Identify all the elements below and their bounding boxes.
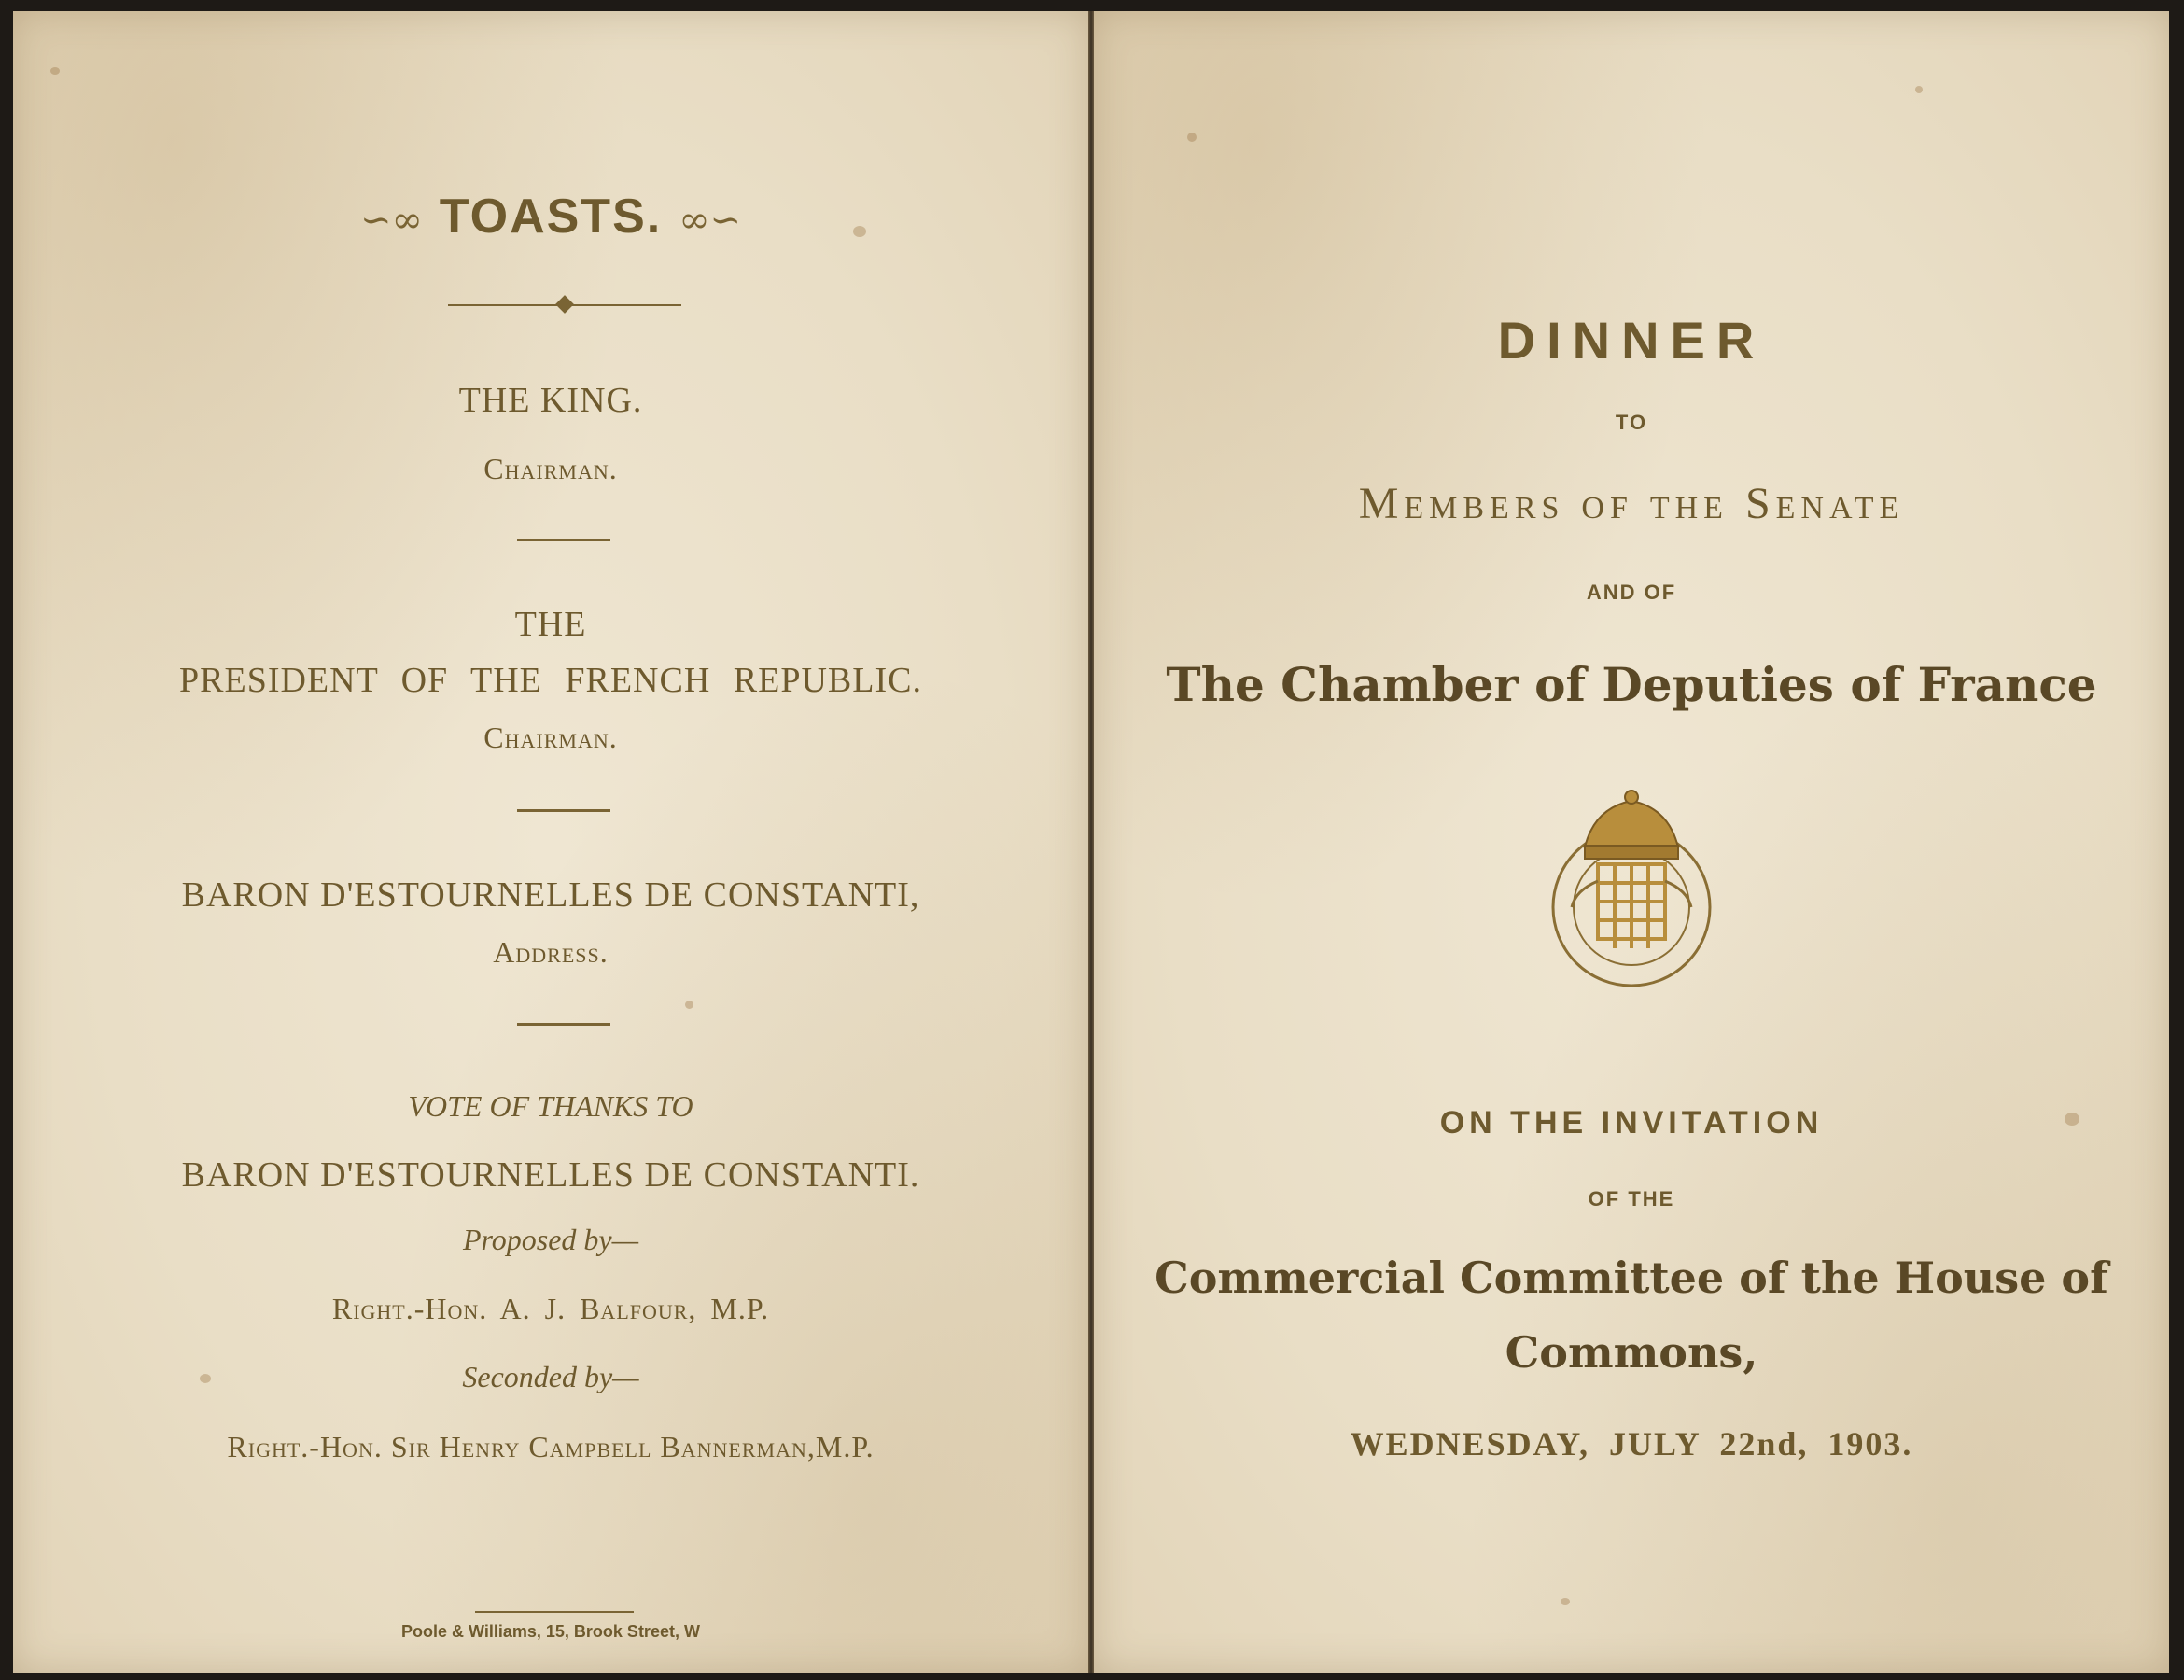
portcullis-crown-icon	[1538, 788, 1725, 993]
toasts-heading	[13, 189, 1088, 245]
divider	[517, 809, 610, 812]
senate-line: Members of the Senate	[1358, 479, 1905, 528]
stain	[685, 1001, 693, 1009]
proposer: Right.-Hon. A. J. Balfour, M.P.	[331, 1292, 770, 1325]
to-label: TO	[1615, 411, 1648, 434]
divider	[517, 1023, 610, 1026]
dinner-title: DINNER	[1497, 311, 1766, 370]
toast-president-by: Chairman.	[483, 721, 618, 754]
chamber-line: The Chamber of Deputies of France	[1166, 657, 2097, 712]
toast-baron-by: Address.	[493, 935, 609, 969]
printer-credit: Poole & Williams, 15, Brook Street, W	[401, 1622, 700, 1641]
toast-president-line2: PRESIDENT OF THE FRENCH REPUBLIC.	[179, 661, 922, 700]
of-the-label: OF THE	[1588, 1187, 1675, 1211]
house-of-commons-emblem	[1538, 788, 1725, 993]
committee-line1: Commercial Committee of the House of	[1155, 1253, 2108, 1303]
divider	[475, 1611, 634, 1613]
stain	[1187, 133, 1197, 142]
stain	[50, 67, 60, 75]
cover-page	[1094, 11, 2169, 1673]
invitation-line: ON THE INVITATION	[1439, 1105, 1824, 1141]
proposed-label: Proposed by—	[462, 1223, 639, 1256]
vote-name: BARON D'ESTOURNELLES DE CONSTANTI.	[181, 1155, 920, 1195]
seconded-label: Seconded by—	[462, 1360, 639, 1393]
toast-king-by: Chairman.	[483, 452, 618, 485]
flourish-left-icon: ∽∞	[359, 199, 423, 242]
toasts-title: TOASTS.	[439, 189, 663, 244]
stain	[1915, 86, 1923, 93]
toasts-page	[13, 11, 1088, 1673]
flourish-right-icon: ∞∽	[679, 199, 742, 242]
divider	[517, 539, 610, 541]
seconder: Right.-Hon. Sir Henry Campbell Bannerman,M.P.	[227, 1430, 875, 1463]
committee-line2: Commons,	[1505, 1327, 1758, 1378]
and-of-label: AND OF	[1586, 581, 1677, 604]
diamond-icon	[555, 295, 574, 314]
toast-baron: BARON D'ESTOURNELLES DE CONSTANTI,	[181, 875, 920, 915]
vote-heading: VOTE OF THANKS TO	[408, 1089, 693, 1123]
stain	[1561, 1598, 1570, 1605]
toast-king: THE KING.	[458, 381, 643, 420]
toast-president-line1: THE	[514, 605, 587, 644]
event-date: WEDNESDAY, JULY 22nd, 1903.	[1350, 1425, 1913, 1463]
